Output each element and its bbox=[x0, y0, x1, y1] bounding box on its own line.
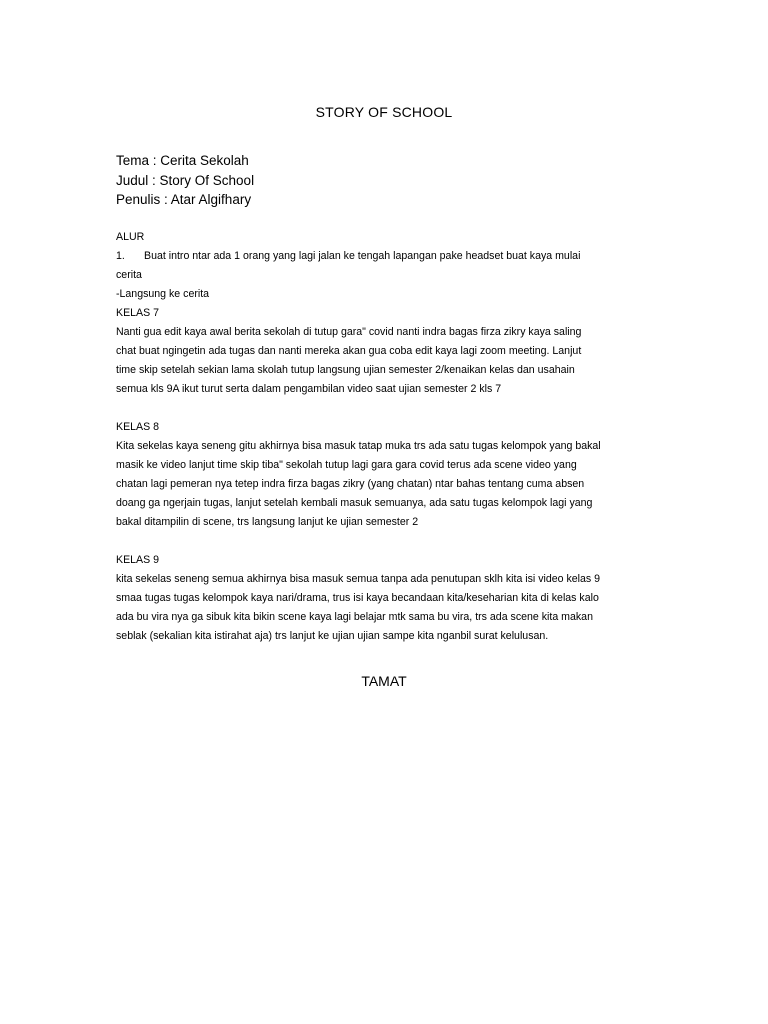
story-body bbox=[116, 228, 656, 646]
kelas7-line: Nanti gua edit kaya awal berita sekolah di tutup gara" covid nanti indra bagas firza zikry kaya saling bbox=[116, 326, 582, 338]
kelas8-line: bakal ditampilin di scene, trs langsung lanjut ke ujian semester 2 bbox=[116, 516, 419, 528]
kelas7-line: chat buat ngingetin ada tugas dan nanti mereka akan gua coba edit kaya lagi zoom meeting. Lanjut bbox=[116, 345, 582, 357]
alur-heading: ALUR bbox=[116, 231, 145, 243]
kelas9-line: seblak (sekalian kita istirahat aja) trs lanjut ke ujian ujian sampe kita nganbil surat kelulusan. bbox=[116, 630, 549, 642]
kelas9-line: ada bu vira nya ga sibuk kita bikin scene kaya lagi belajar mtk sama bu vira, trs ada scene kita makan bbox=[116, 611, 593, 623]
alur-item-1-continued: cerita bbox=[116, 269, 142, 281]
kelas8-line: masik ke video lanjut time skip tiba" sekolah tutup lagi gara gara covid terus ada scene video yang bbox=[116, 459, 577, 471]
kelas8-heading: KELAS 8 bbox=[116, 421, 159, 433]
kelas9-line: kita sekelas seneng semua akhirnya bisa masuk semua tanpa ada penutupan sklh kita isi video kelas 9 bbox=[116, 573, 601, 585]
kelas9-line: smaa tugas tugas kelompok kaya nari/drama, trus isi kaya becandaan kita/keseharian kita di kelas kalo bbox=[116, 592, 599, 604]
paragraph-spacer bbox=[116, 399, 656, 418]
alur-item-1 bbox=[116, 247, 656, 266]
alur-langsung: -Langsung ke cerita bbox=[116, 288, 210, 300]
meta-judul: Judul : Story Of School bbox=[116, 172, 255, 188]
paragraph-spacer bbox=[116, 532, 656, 551]
story-meta bbox=[116, 151, 676, 210]
kelas7-line: time skip setelah sekian lama skolah tutup langsung ujian semester 2/kenaikan kelas dan usahain bbox=[116, 364, 575, 376]
alur-item-1-text: Buat intro ntar ada 1 orang yang lagi jalan ke tengah lapangan pake headset buat kaya mulai bbox=[144, 250, 581, 262]
alur-item-1-number: 1. bbox=[116, 250, 125, 262]
ending-text: TAMAT bbox=[361, 673, 407, 689]
meta-tema: Tema : Cerita Sekolah bbox=[116, 153, 249, 168]
kelas9-heading: KELAS 9 bbox=[116, 554, 159, 566]
kelas8-line: chatan lagi pemeran nya tetep indra firza bagas zikry (yang chatan) ntar bahas tentang cuma absen bbox=[116, 478, 585, 490]
kelas8-line: Kita sekelas kaya seneng gitu akhirnya bisa masuk tatap muka trs ada satu tugas kelompok yang bakal bbox=[116, 440, 601, 452]
kelas8-line: doang ga ngerjain tugas, lanjut setelah kembali masuk semuanya, ada satu tugas kelompok lagi yang bbox=[116, 497, 593, 509]
document-title: STORY OF SCHOOL bbox=[315, 104, 453, 120]
meta-penulis: Penulis : Atar Algifhary bbox=[116, 192, 252, 207]
kelas7-line: semua kls 9A ikut turut serta dalam pengambilan video saat ujian semester 2 kls 7 bbox=[116, 383, 502, 395]
kelas7-heading: KELAS 7 bbox=[116, 307, 159, 319]
